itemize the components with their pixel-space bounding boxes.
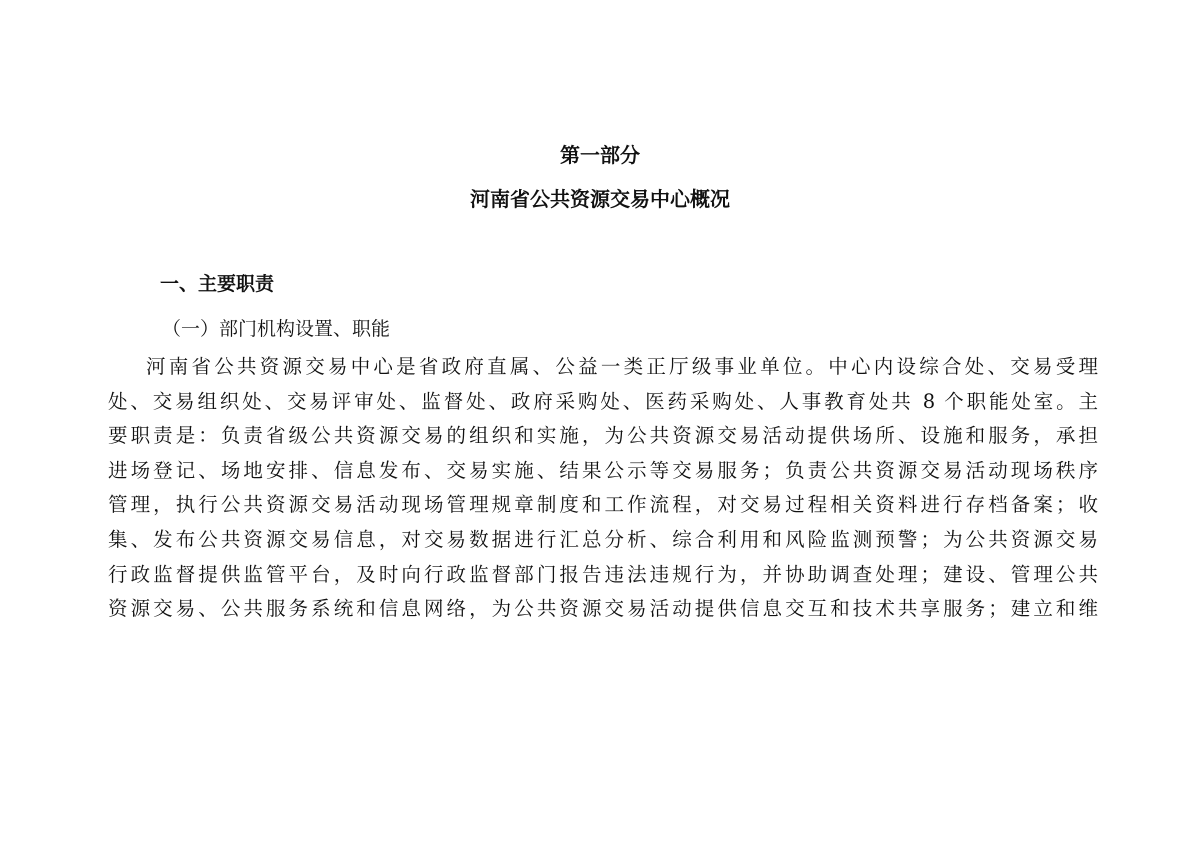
paragraph-line: 河南省公共资源交易中心是省政府直属、公益一类正厅级事业单位。中心内设综合处、交易受理 <box>146 355 1098 378</box>
section-heading: 一、主要职责 <box>160 273 275 295</box>
paragraph-line: 资源交易、公共服务系统和信息网络，为公共资源交易活动提供信息交互和技术共享服务；建立和维 <box>108 597 1098 621</box>
paragraph-line: 要职责是：负责省级公共资源交易的组织和实施，为公共资源交易活动提供场所、设施和服务，承担 <box>108 424 1098 448</box>
paragraph-line: 集、发布公共资源交易信息，对交易数据进行汇总分析、综合利用和风险监测预警；为公共资源交易 <box>108 527 1098 551</box>
paragraph-line: 进场登记、场地安排、信息发布、交易实施、结果公示等交易服务；负责公共资源交易活动现场秩序 <box>108 458 1098 482</box>
main-title: 河南省公共资源交易中心概况 <box>470 187 730 211</box>
body-paragraph <box>108 350 1098 627</box>
paragraph-line: 行政监督提供监管平台，及时向行政监督部门报告违法违规行为，并协助调查处理；建设、管理公共 <box>108 562 1098 586</box>
subsection-heading: （一）部门机构设置、职能 <box>162 318 391 340</box>
paragraph-line: 管理，执行公共资源交易活动现场管理规章制度和工作流程，对交易过程相关资料进行存档备案；收 <box>108 493 1098 517</box>
paragraph-line: 处、交易组织处、交易评审处、监督处、政府采购处、医药采购处、人事教育处共 8 个职能处室。主 <box>108 389 1098 413</box>
part-title: 第一部分 <box>560 143 640 167</box>
